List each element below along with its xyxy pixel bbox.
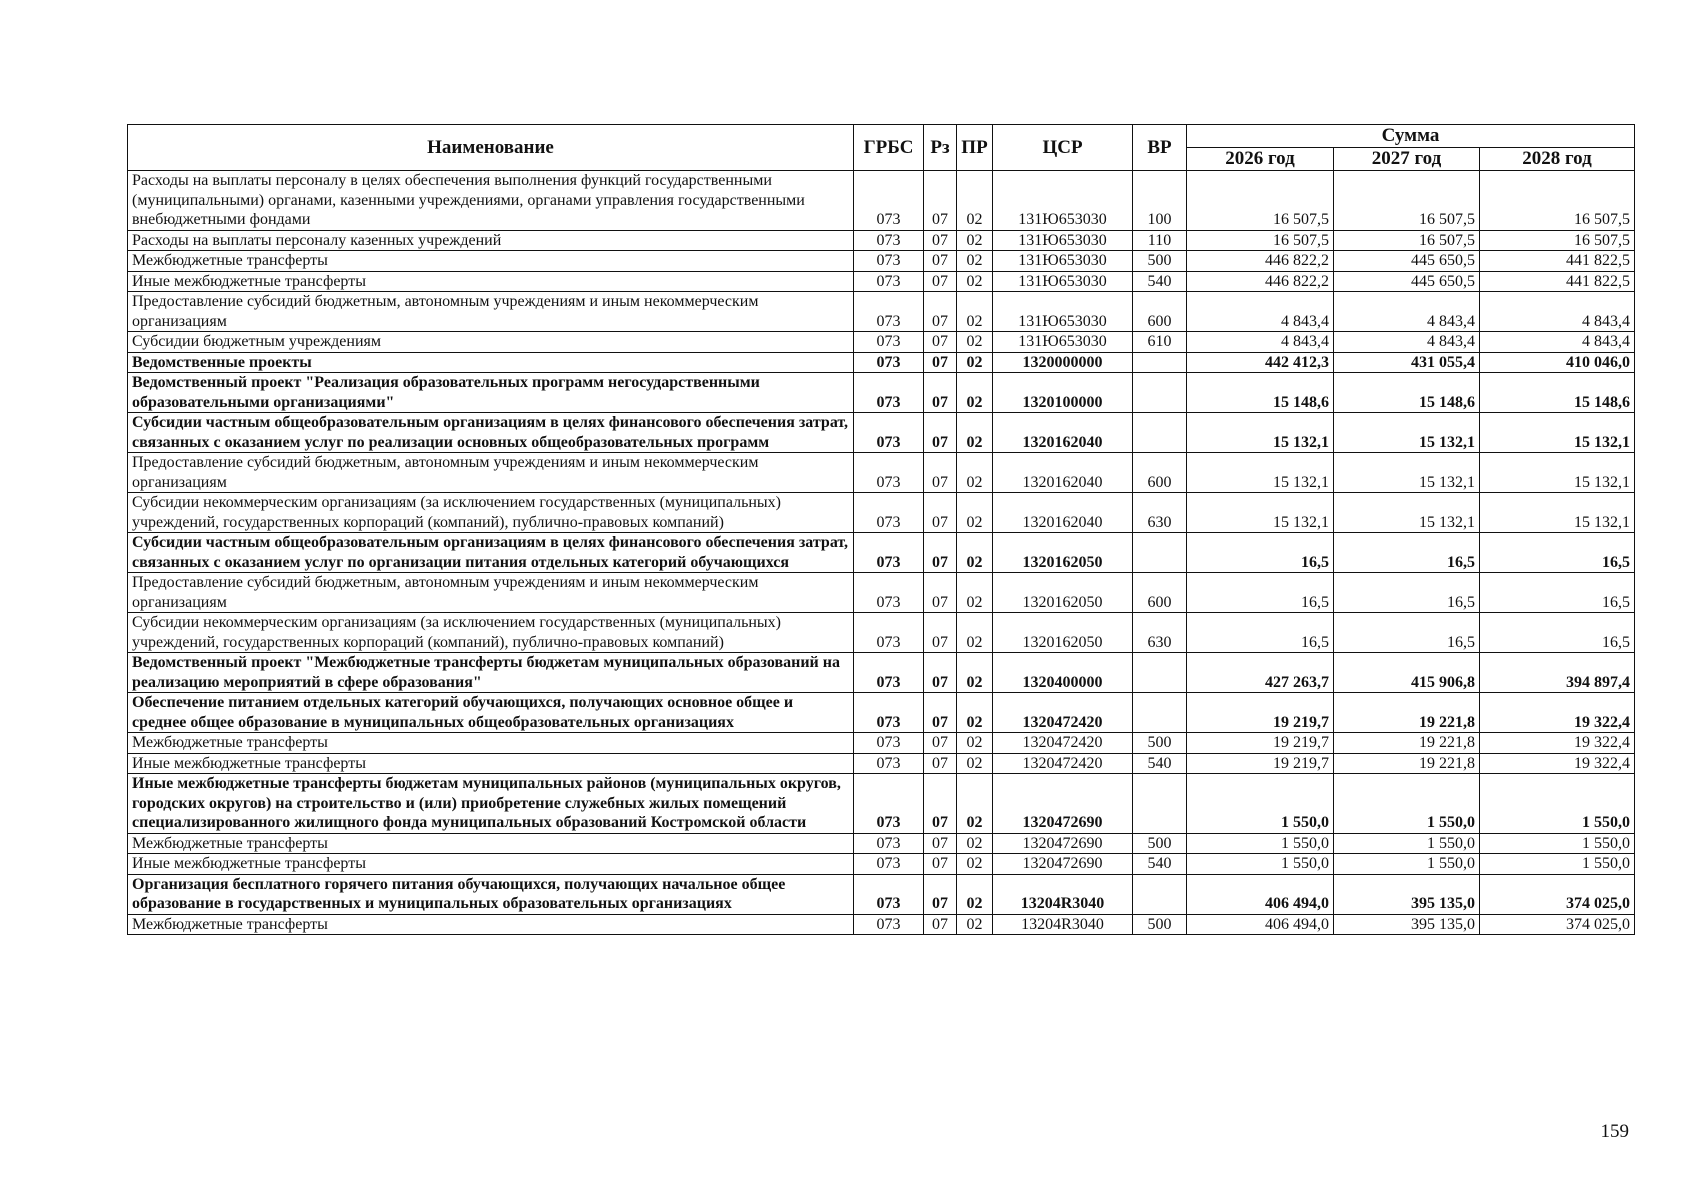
table-row bbox=[128, 613, 1635, 653]
cell-csr: 131Ю653030 bbox=[993, 171, 1133, 231]
cell-2027: 16 507,5 bbox=[1334, 230, 1480, 251]
cell-2028: 16,5 bbox=[1480, 613, 1635, 653]
cell-csr: 131Ю653030 bbox=[993, 292, 1133, 332]
table-row bbox=[128, 533, 1635, 573]
cell-grbs: 073 bbox=[854, 693, 924, 733]
cell-grbs: 073 bbox=[854, 753, 924, 774]
cell-2027: 445 650,5 bbox=[1334, 271, 1480, 292]
header-csr: ЦСР bbox=[993, 125, 1133, 171]
cell-name: Предоставление субсидий бюджетным, автономным учреждениям и иным некоммерческим организациям bbox=[128, 292, 854, 332]
cell-name: Межбюджетные трансферты bbox=[128, 251, 854, 272]
cell-grbs: 073 bbox=[854, 533, 924, 573]
cell-2027: 16 507,5 bbox=[1334, 171, 1480, 231]
cell-grbs: 073 bbox=[854, 271, 924, 292]
table-row bbox=[128, 573, 1635, 613]
cell-grbs: 073 bbox=[854, 332, 924, 353]
cell-pr: 02 bbox=[957, 171, 993, 231]
cell-pr: 02 bbox=[957, 533, 993, 573]
cell-2028: 4 843,4 bbox=[1480, 332, 1635, 353]
cell-2026: 1 550,0 bbox=[1187, 833, 1334, 854]
cell-2028: 15 132,1 bbox=[1480, 493, 1635, 533]
cell-csr: 13204R3040 bbox=[993, 874, 1133, 914]
cell-grbs: 073 bbox=[854, 774, 924, 834]
cell-grbs: 073 bbox=[854, 653, 924, 693]
cell-2028: 19 322,4 bbox=[1480, 693, 1635, 733]
cell-2028: 374 025,0 bbox=[1480, 874, 1635, 914]
cell-2028: 374 025,0 bbox=[1480, 914, 1635, 935]
header-year-2027: 2027 год bbox=[1334, 148, 1480, 171]
cell-2028: 16 507,5 bbox=[1480, 171, 1635, 231]
cell-name: Иные межбюджетные трансферты bbox=[128, 271, 854, 292]
cell-2028: 16 507,5 bbox=[1480, 230, 1635, 251]
cell-2026: 19 219,7 bbox=[1187, 733, 1334, 754]
cell-csr: 1320000000 bbox=[993, 352, 1133, 373]
cell-vr bbox=[1133, 373, 1187, 413]
cell-2026: 16,5 bbox=[1187, 573, 1334, 613]
cell-pr: 02 bbox=[957, 352, 993, 373]
cell-vr: 600 bbox=[1133, 453, 1187, 493]
cell-csr: 1320472420 bbox=[993, 753, 1133, 774]
table-header bbox=[128, 125, 1635, 171]
cell-2026: 446 822,2 bbox=[1187, 271, 1334, 292]
cell-pr: 02 bbox=[957, 753, 993, 774]
cell-2026: 16 507,5 bbox=[1187, 230, 1334, 251]
cell-2026: 16,5 bbox=[1187, 613, 1334, 653]
table-row bbox=[128, 251, 1635, 272]
cell-rz: 07 bbox=[924, 753, 957, 774]
cell-2028: 441 822,5 bbox=[1480, 271, 1635, 292]
cell-vr: 540 bbox=[1133, 271, 1187, 292]
cell-2027: 395 135,0 bbox=[1334, 914, 1480, 935]
header-rz: Рз bbox=[924, 125, 957, 171]
cell-pr: 02 bbox=[957, 914, 993, 935]
cell-2027: 15 148,6 bbox=[1334, 373, 1480, 413]
cell-2026: 1 550,0 bbox=[1187, 774, 1334, 834]
cell-vr: 500 bbox=[1133, 733, 1187, 754]
cell-rz: 07 bbox=[924, 693, 957, 733]
cell-csr: 131Ю653030 bbox=[993, 251, 1133, 272]
cell-name: Ведомственный проект "Реализация образовательных программ негосударственными образовательными организациями" bbox=[128, 373, 854, 413]
cell-2027: 1 550,0 bbox=[1334, 774, 1480, 834]
cell-vr bbox=[1133, 533, 1187, 573]
cell-csr: 1320472690 bbox=[993, 774, 1133, 834]
header-name: Наименование bbox=[128, 125, 854, 171]
table-row bbox=[128, 453, 1635, 493]
cell-2028: 16,5 bbox=[1480, 573, 1635, 613]
cell-rz: 07 bbox=[924, 332, 957, 353]
cell-rz: 07 bbox=[924, 914, 957, 935]
cell-name: Обеспечение питанием отдельных категорий обучающихся, получающих основное общее и среднее общее образование в муниципальных общеобразовательных организациях bbox=[128, 693, 854, 733]
cell-pr: 02 bbox=[957, 733, 993, 754]
cell-pr: 02 bbox=[957, 854, 993, 875]
cell-vr: 100 bbox=[1133, 171, 1187, 231]
cell-name: Субсидии бюджетным учреждениям bbox=[128, 332, 854, 353]
cell-2028: 410 046,0 bbox=[1480, 352, 1635, 373]
cell-2026: 446 822,2 bbox=[1187, 251, 1334, 272]
cell-2027: 1 550,0 bbox=[1334, 833, 1480, 854]
table-row bbox=[128, 693, 1635, 733]
table-row bbox=[128, 733, 1635, 754]
cell-2027: 16,5 bbox=[1334, 573, 1480, 613]
table-row bbox=[128, 493, 1635, 533]
cell-grbs: 073 bbox=[854, 733, 924, 754]
table-row bbox=[128, 171, 1635, 231]
cell-grbs: 073 bbox=[854, 373, 924, 413]
cell-vr: 540 bbox=[1133, 753, 1187, 774]
cell-vr: 610 bbox=[1133, 332, 1187, 353]
cell-name: Субсидии некоммерческим организациям (за исключением государственных (муниципальных) учреждений, государственных корпораций (компаний), публично-правовых компаний) bbox=[128, 493, 854, 533]
cell-2027: 4 843,4 bbox=[1334, 332, 1480, 353]
cell-2026: 406 494,0 bbox=[1187, 914, 1334, 935]
cell-rz: 07 bbox=[924, 533, 957, 573]
cell-csr: 1320162040 bbox=[993, 413, 1133, 453]
cell-2026: 406 494,0 bbox=[1187, 874, 1334, 914]
table-row bbox=[128, 854, 1635, 875]
cell-2028: 15 132,1 bbox=[1480, 453, 1635, 493]
cell-name: Межбюджетные трансферты bbox=[128, 833, 854, 854]
cell-name: Ведомственный проект "Межбюджетные трансферты бюджетам муниципальных образований на реализацию мероприятий в сфере образования" bbox=[128, 653, 854, 693]
cell-pr: 02 bbox=[957, 833, 993, 854]
cell-2028: 1 550,0 bbox=[1480, 774, 1635, 834]
table-row bbox=[128, 230, 1635, 251]
cell-vr bbox=[1133, 352, 1187, 373]
cell-vr bbox=[1133, 874, 1187, 914]
cell-rz: 07 bbox=[924, 271, 957, 292]
cell-grbs: 073 bbox=[854, 171, 924, 231]
cell-2027: 445 650,5 bbox=[1334, 251, 1480, 272]
cell-pr: 02 bbox=[957, 230, 993, 251]
cell-rz: 07 bbox=[924, 833, 957, 854]
cell-grbs: 073 bbox=[854, 914, 924, 935]
cell-name: Иные межбюджетные трансферты bbox=[128, 854, 854, 875]
cell-2027: 19 221,8 bbox=[1334, 753, 1480, 774]
cell-csr: 1320162050 bbox=[993, 573, 1133, 613]
header-pr: ПР bbox=[957, 125, 993, 171]
cell-pr: 02 bbox=[957, 573, 993, 613]
cell-rz: 07 bbox=[924, 251, 957, 272]
cell-csr: 1320162050 bbox=[993, 613, 1133, 653]
header-grbs: ГРБС bbox=[854, 125, 924, 171]
cell-2026: 15 132,1 bbox=[1187, 413, 1334, 453]
cell-vr: 540 bbox=[1133, 854, 1187, 875]
cell-vr bbox=[1133, 774, 1187, 834]
cell-csr: 131Ю653030 bbox=[993, 230, 1133, 251]
cell-vr: 500 bbox=[1133, 833, 1187, 854]
cell-pr: 02 bbox=[957, 874, 993, 914]
cell-rz: 07 bbox=[924, 352, 957, 373]
cell-name: Межбюджетные трансферты bbox=[128, 733, 854, 754]
table-row bbox=[128, 833, 1635, 854]
cell-2028: 1 550,0 bbox=[1480, 833, 1635, 854]
table-row bbox=[128, 914, 1635, 935]
cell-name: Предоставление субсидий бюджетным, автономным учреждениям и иным некоммерческим организациям bbox=[128, 573, 854, 613]
cell-pr: 02 bbox=[957, 653, 993, 693]
table-body bbox=[128, 171, 1635, 935]
cell-2028: 15 132,1 bbox=[1480, 413, 1635, 453]
cell-2027: 16,5 bbox=[1334, 533, 1480, 573]
cell-2026: 16 507,5 bbox=[1187, 171, 1334, 231]
cell-rz: 07 bbox=[924, 874, 957, 914]
cell-pr: 02 bbox=[957, 774, 993, 834]
cell-rz: 07 bbox=[924, 854, 957, 875]
cell-rz: 07 bbox=[924, 373, 957, 413]
table-row bbox=[128, 332, 1635, 353]
cell-2026: 19 219,7 bbox=[1187, 753, 1334, 774]
cell-rz: 07 bbox=[924, 453, 957, 493]
cell-name: Иные межбюджетные трансферты бюджетам муниципальных районов (муниципальных округов, городских округов) на строительство и (или) приобретение служебных жилых помещений специализированного жилищного фонда муниципальных образований Костромской области bbox=[128, 774, 854, 834]
cell-2026: 15 132,1 bbox=[1187, 453, 1334, 493]
cell-vr bbox=[1133, 653, 1187, 693]
cell-name: Расходы на выплаты персоналу в целях обеспечения выполнения функций государственными (муниципальными) органами, казенными учреждениями, органами управления государственными внебюджетными фондами bbox=[128, 171, 854, 231]
cell-name: Ведомственные проекты bbox=[128, 352, 854, 373]
cell-name: Межбюджетные трансферты bbox=[128, 914, 854, 935]
table-row bbox=[128, 774, 1635, 834]
cell-2028: 19 322,4 bbox=[1480, 753, 1635, 774]
cell-2026: 19 219,7 bbox=[1187, 693, 1334, 733]
cell-grbs: 073 bbox=[854, 573, 924, 613]
cell-csr: 1320162040 bbox=[993, 453, 1133, 493]
cell-csr: 1320162040 bbox=[993, 493, 1133, 533]
cell-grbs: 073 bbox=[854, 493, 924, 533]
cell-vr: 500 bbox=[1133, 251, 1187, 272]
cell-2026: 4 843,4 bbox=[1187, 292, 1334, 332]
cell-grbs: 073 bbox=[854, 453, 924, 493]
cell-rz: 07 bbox=[924, 774, 957, 834]
cell-rz: 07 bbox=[924, 292, 957, 332]
table-row bbox=[128, 271, 1635, 292]
budget-table bbox=[127, 124, 1635, 935]
cell-grbs: 073 bbox=[854, 613, 924, 653]
cell-grbs: 073 bbox=[854, 352, 924, 373]
cell-vr: 500 bbox=[1133, 914, 1187, 935]
cell-2027: 16,5 bbox=[1334, 613, 1480, 653]
cell-2028: 441 822,5 bbox=[1480, 251, 1635, 272]
cell-rz: 07 bbox=[924, 413, 957, 453]
cell-csr: 131Ю653030 bbox=[993, 332, 1133, 353]
cell-csr: 1320472420 bbox=[993, 693, 1133, 733]
cell-rz: 07 bbox=[924, 733, 957, 754]
cell-name: Организация бесплатного горячего питания обучающихся, получающих начальное общее образование в государственных и муниципальных образовательных организациях bbox=[128, 874, 854, 914]
cell-2028: 16,5 bbox=[1480, 533, 1635, 573]
cell-rz: 07 bbox=[924, 493, 957, 533]
cell-pr: 02 bbox=[957, 693, 993, 733]
cell-2026: 442 412,3 bbox=[1187, 352, 1334, 373]
header-year-2026: 2026 год bbox=[1187, 148, 1334, 171]
cell-rz: 07 bbox=[924, 653, 957, 693]
cell-pr: 02 bbox=[957, 493, 993, 533]
budget-table-container bbox=[127, 124, 1634, 935]
cell-csr: 131Ю653030 bbox=[993, 271, 1133, 292]
cell-grbs: 073 bbox=[854, 292, 924, 332]
cell-csr: 1320100000 bbox=[993, 373, 1133, 413]
cell-pr: 02 bbox=[957, 613, 993, 653]
cell-rz: 07 bbox=[924, 171, 957, 231]
cell-2027: 395 135,0 bbox=[1334, 874, 1480, 914]
cell-csr: 1320472690 bbox=[993, 854, 1133, 875]
cell-2026: 15 148,6 bbox=[1187, 373, 1334, 413]
table-row bbox=[128, 413, 1635, 453]
cell-2028: 394 897,4 bbox=[1480, 653, 1635, 693]
cell-rz: 07 bbox=[924, 573, 957, 613]
cell-pr: 02 bbox=[957, 413, 993, 453]
cell-rz: 07 bbox=[924, 230, 957, 251]
cell-vr: 600 bbox=[1133, 292, 1187, 332]
table-row bbox=[128, 753, 1635, 774]
cell-2026: 4 843,4 bbox=[1187, 332, 1334, 353]
page-number: 159 bbox=[1600, 1121, 1629, 1142]
cell-2028: 4 843,4 bbox=[1480, 292, 1635, 332]
cell-rz: 07 bbox=[924, 613, 957, 653]
cell-name: Иные межбюджетные трансферты bbox=[128, 753, 854, 774]
cell-2026: 427 263,7 bbox=[1187, 653, 1334, 693]
cell-vr bbox=[1133, 413, 1187, 453]
cell-csr: 13204R3040 bbox=[993, 914, 1133, 935]
cell-name: Субсидии частным общеобразовательным организациям в целях финансового обеспечения затрат, связанных с оказанием услуг по реализации основных общеобразовательных программ bbox=[128, 413, 854, 453]
cell-2027: 1 550,0 bbox=[1334, 854, 1480, 875]
cell-csr: 1320472420 bbox=[993, 733, 1133, 754]
cell-2027: 431 055,4 bbox=[1334, 352, 1480, 373]
cell-grbs: 073 bbox=[854, 874, 924, 914]
table-row bbox=[128, 292, 1635, 332]
cell-pr: 02 bbox=[957, 332, 993, 353]
cell-2026: 16,5 bbox=[1187, 533, 1334, 573]
table-row bbox=[128, 352, 1635, 373]
cell-grbs: 073 bbox=[854, 251, 924, 272]
cell-vr: 630 bbox=[1133, 493, 1187, 533]
cell-2028: 15 148,6 bbox=[1480, 373, 1635, 413]
cell-2028: 19 322,4 bbox=[1480, 733, 1635, 754]
cell-csr: 1320162050 bbox=[993, 533, 1133, 573]
cell-name: Предоставление субсидий бюджетным, автономным учреждениям и иным некоммерческим организациям bbox=[128, 453, 854, 493]
cell-vr: 630 bbox=[1133, 613, 1187, 653]
cell-name: Субсидии некоммерческим организациям (за исключением государственных (муниципальных) учреждений, государственных корпораций (компаний), публично-правовых компаний) bbox=[128, 613, 854, 653]
cell-2027: 15 132,1 bbox=[1334, 493, 1480, 533]
cell-grbs: 073 bbox=[854, 854, 924, 875]
cell-grbs: 073 bbox=[854, 833, 924, 854]
cell-pr: 02 bbox=[957, 292, 993, 332]
table-row bbox=[128, 653, 1635, 693]
cell-pr: 02 bbox=[957, 453, 993, 493]
cell-2027: 15 132,1 bbox=[1334, 413, 1480, 453]
table-row bbox=[128, 373, 1635, 413]
cell-2027: 4 843,4 bbox=[1334, 292, 1480, 332]
cell-csr: 1320400000 bbox=[993, 653, 1133, 693]
cell-vr: 600 bbox=[1133, 573, 1187, 613]
cell-pr: 02 bbox=[957, 251, 993, 272]
header-vr: ВР bbox=[1133, 125, 1187, 171]
cell-2027: 15 132,1 bbox=[1334, 453, 1480, 493]
cell-2028: 1 550,0 bbox=[1480, 854, 1635, 875]
cell-2027: 19 221,8 bbox=[1334, 733, 1480, 754]
cell-2027: 19 221,8 bbox=[1334, 693, 1480, 733]
cell-name: Расходы на выплаты персоналу казенных учреждений bbox=[128, 230, 854, 251]
cell-grbs: 073 bbox=[854, 413, 924, 453]
cell-vr: 110 bbox=[1133, 230, 1187, 251]
cell-2027: 415 906,8 bbox=[1334, 653, 1480, 693]
cell-2026: 15 132,1 bbox=[1187, 493, 1334, 533]
cell-name: Субсидии частным общеобразовательным организациям в целях финансового обеспечения затрат, связанных с оказанием услуг по организации питания отдельных категорий обучающихся bbox=[128, 533, 854, 573]
header-sum: Сумма bbox=[1187, 125, 1635, 148]
header-year-2028: 2028 год bbox=[1480, 148, 1635, 171]
cell-2026: 1 550,0 bbox=[1187, 854, 1334, 875]
table-row bbox=[128, 874, 1635, 914]
cell-pr: 02 bbox=[957, 373, 993, 413]
cell-grbs: 073 bbox=[854, 230, 924, 251]
cell-vr bbox=[1133, 693, 1187, 733]
cell-pr: 02 bbox=[957, 271, 993, 292]
cell-csr: 1320472690 bbox=[993, 833, 1133, 854]
